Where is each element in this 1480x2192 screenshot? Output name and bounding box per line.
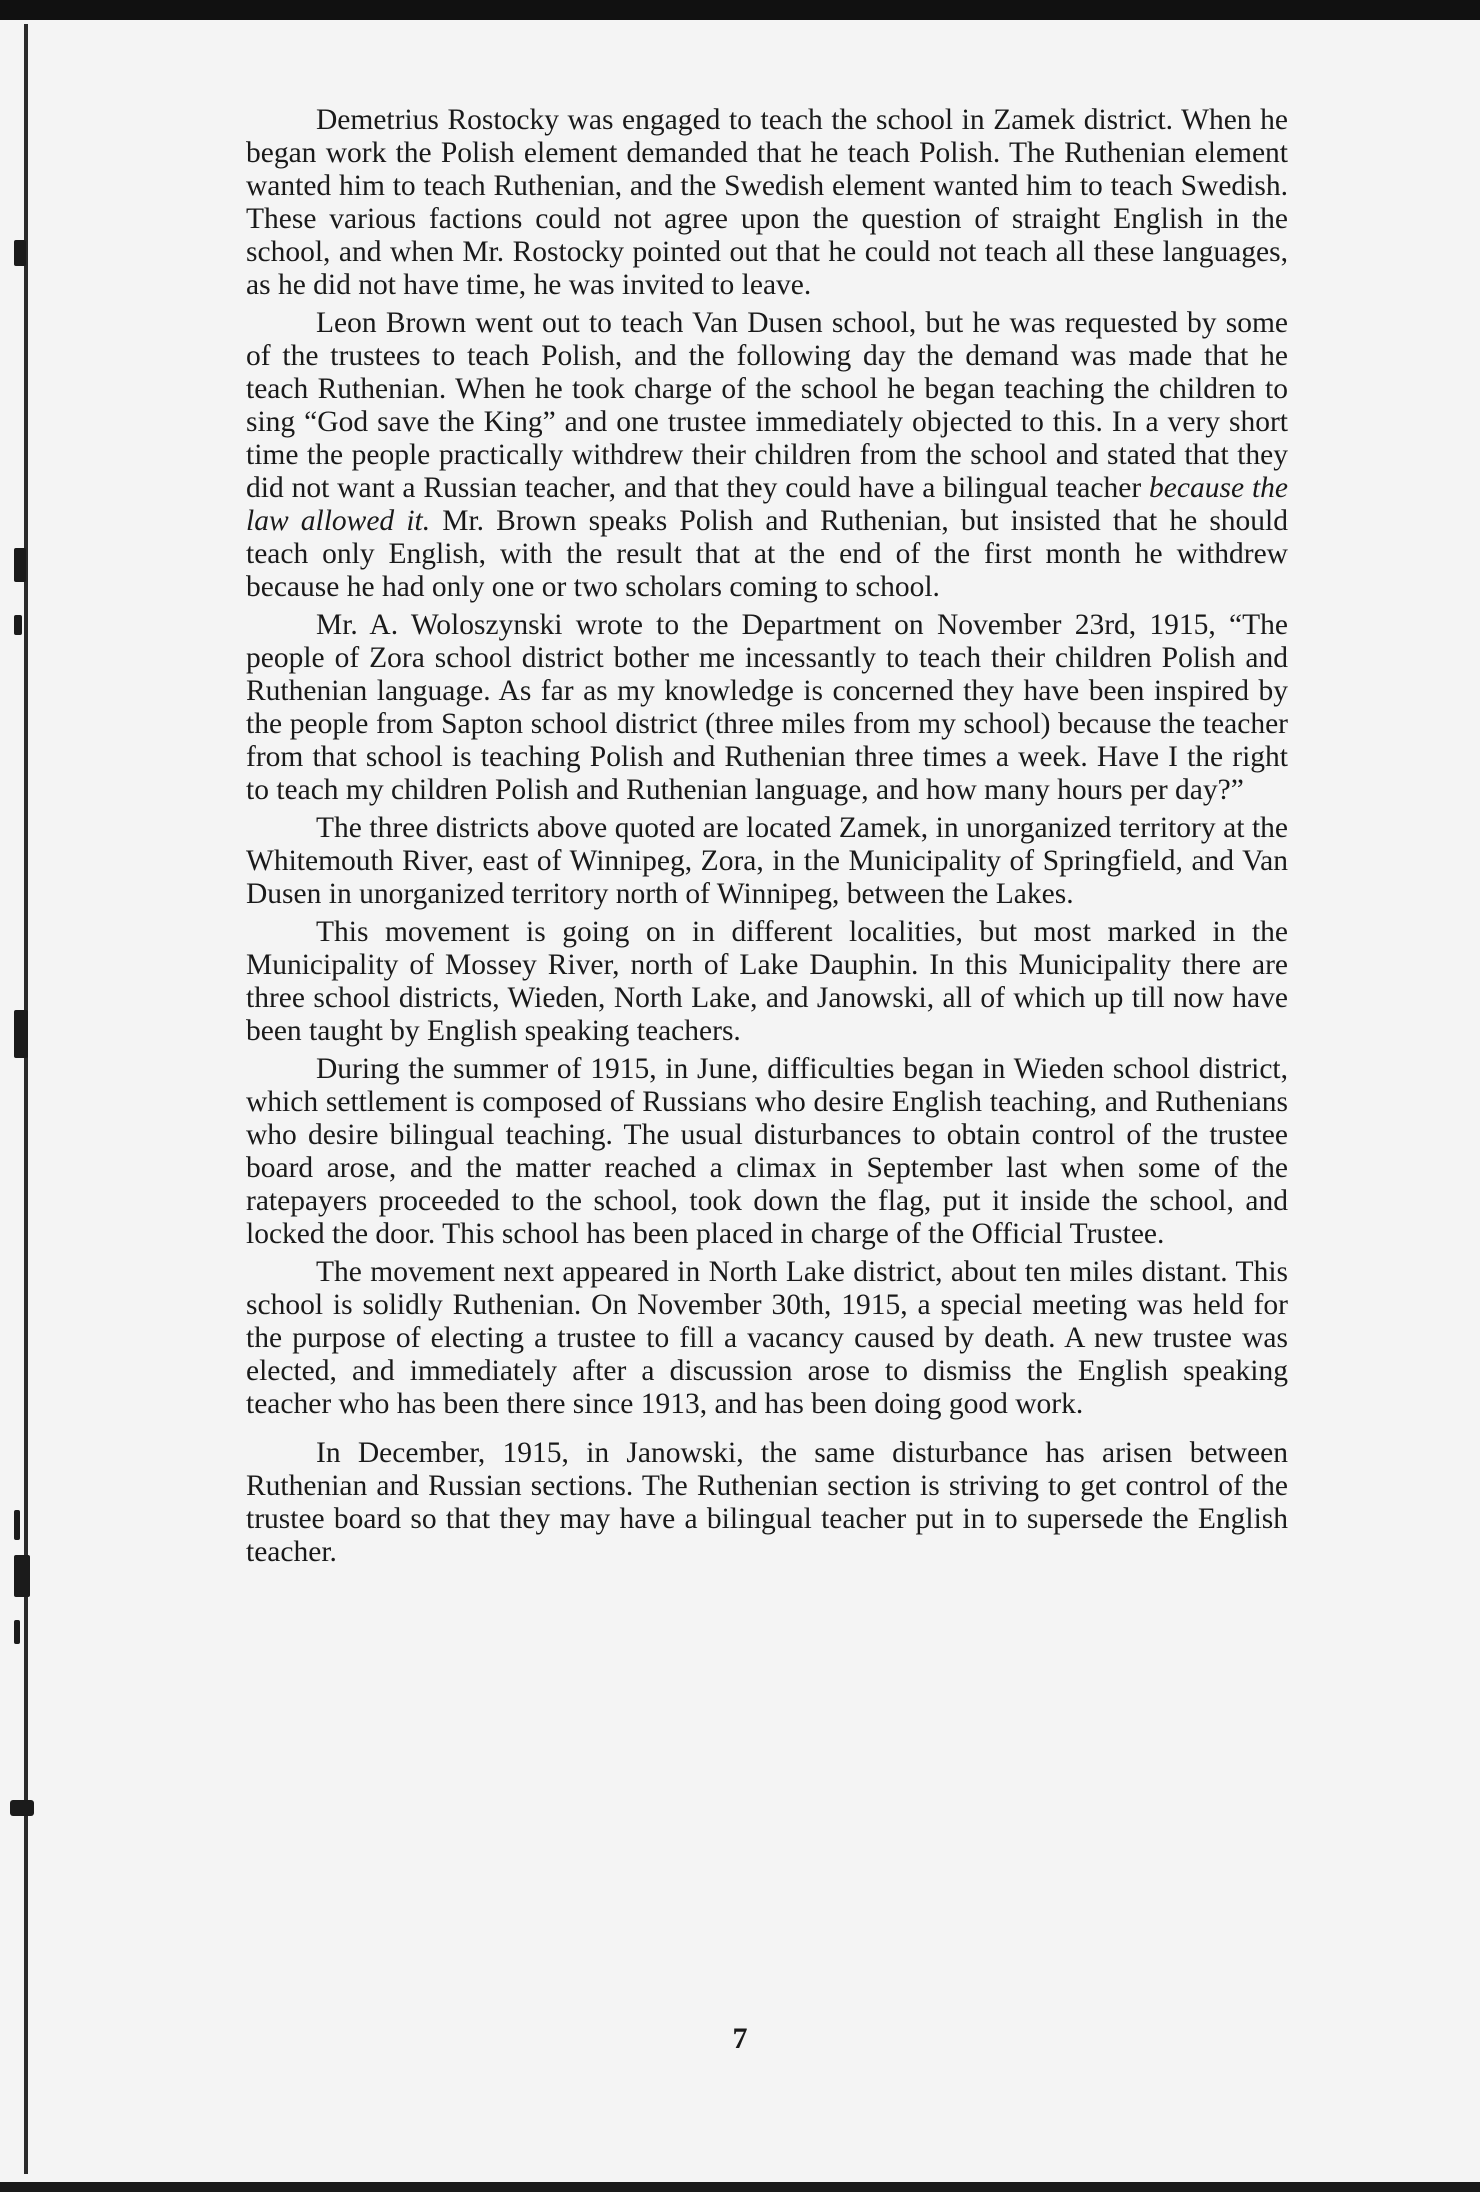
paragraph-text: This movement is going on in different localities, but most marked in the Municipality of Mossey River, north of Lake Dauphin. In this Municipality there are three school districts, Wieden, North Lake, and Janowski, all of which up till now have been taught by English speaking teachers. — [246, 916, 1288, 1047]
paragraph-text: Mr. A. Woloszynski wrote to the Department on November 23rd, 1915, “The people of Zora school district bother me incessantly to teach their children Polish and Ruthenian language. As far as my knowledge is concerned they have been inspired by the people from Sapton school district (three miles from my school) because the teacher from that school is teaching Polish and Ruthenian three times a week. Have I the right to teach my children Polish and Ruthenian language, and how many hours per day?” — [246, 609, 1288, 806]
italic-phrase: because the law allowed it. — [246, 472, 1288, 537]
page-number: 7 — [732, 2022, 748, 2055]
binding-mark — [14, 1555, 30, 1597]
binding-mark — [10, 1800, 34, 1816]
paragraph-text: In December, 1915, in Janowski, the same disturbance has arisen between Ruthenian and Russian sections. The Ruthenian section is striving to get control of the trustee board so that they may have a bilingual teacher put in to supersede the English teacher. — [246, 1437, 1288, 1568]
binding-mark — [14, 615, 22, 635]
paragraph-janowski — [246, 1437, 1288, 1569]
binding-mark — [14, 1510, 20, 1540]
binding-mark — [14, 1620, 20, 1644]
scan-top-border — [0, 0, 1480, 20]
paragraph-mossey-river — [246, 916, 1288, 1048]
paragraph-rostocky — [246, 104, 1288, 302]
binding-mark — [14, 548, 26, 582]
binding-edge-line — [24, 24, 28, 2174]
paragraph-wieden — [246, 1053, 1288, 1251]
paragraph-text: The movement next appeared in North Lake district, about ten miles distant. This school is solidly Ruthenian. On November 30th, 1915, a special meeting was held for the purpose of electing a trustee to fill a vacancy caused by death. A new trustee was elected, and immediately after a discussion arose to dismiss the English speaking teacher who has been there since 1913, and has been doing good work. — [246, 1256, 1288, 1420]
paragraph-brown — [246, 307, 1288, 604]
paragraph-woloszynski — [246, 609, 1288, 807]
paragraph-text: Leon Brown went out to teach Van Dusen school, but he was requested by some of the trustees to teach Polish, and the following day the demand was made that he teach Ruthenian. When he took charge of the school he began teaching the children to sing “God save the King” and one trustee immediately objected to this. In a very short time the people practically withdrew their children from the school and stated that they did not want a Russian teacher, and that they could have a bilingual teacher — [246, 307, 1288, 504]
paragraph-north-lake — [246, 1256, 1288, 1421]
binding-mark — [14, 1010, 28, 1058]
paragraph-text: Demetrius Rostocky was engaged to teach the school in Zamek district. When he began work the Polish element demanded that he teach Polish. The Ruthenian element wanted him to teach Ruthenian, and the Swedish element wanted him to teach Swedish. These various factions could not agree upon the question of straight English in the school, and when Mr. Rostocky pointed out that he could not teach all these languages, as he did not have time, he was invited to leave. — [246, 104, 1288, 301]
paragraph-text: During the summer of 1915, in June, difficulties began in Wieden school district, which settlement is composed of Russians who desire English teaching, and Ruthenians who desire bilingual teaching. The usual disturbances to obtain control of the trustee board arose, and the matter reached a climax in September last when some of the ratepayers proceeded to the school, took down the flag, put it inside the school, and locked the door. This school has been placed in charge of the Official Trustee. — [246, 1053, 1288, 1250]
paragraph-districts — [246, 812, 1288, 911]
paragraph-text-continued: Mr. Brown speaks Polish and Ruthenian, but insisted that he should teach only English, with the result that at the end of the first month he withdrew because he had only one or two scholars coming to school. — [246, 505, 1288, 603]
paragraph-text: The three districts above quoted are located Zamek, in unorganized territory at the Whitemouth River, east of Winnipeg, Zora, in the Municipality of Springfield, and Van Dusen in unorganized territory north of Winnipeg, between the Lakes. — [246, 812, 1288, 910]
binding-mark — [14, 240, 26, 266]
scan-bottom-border — [0, 2182, 1480, 2192]
body-text — [246, 104, 1288, 1574]
